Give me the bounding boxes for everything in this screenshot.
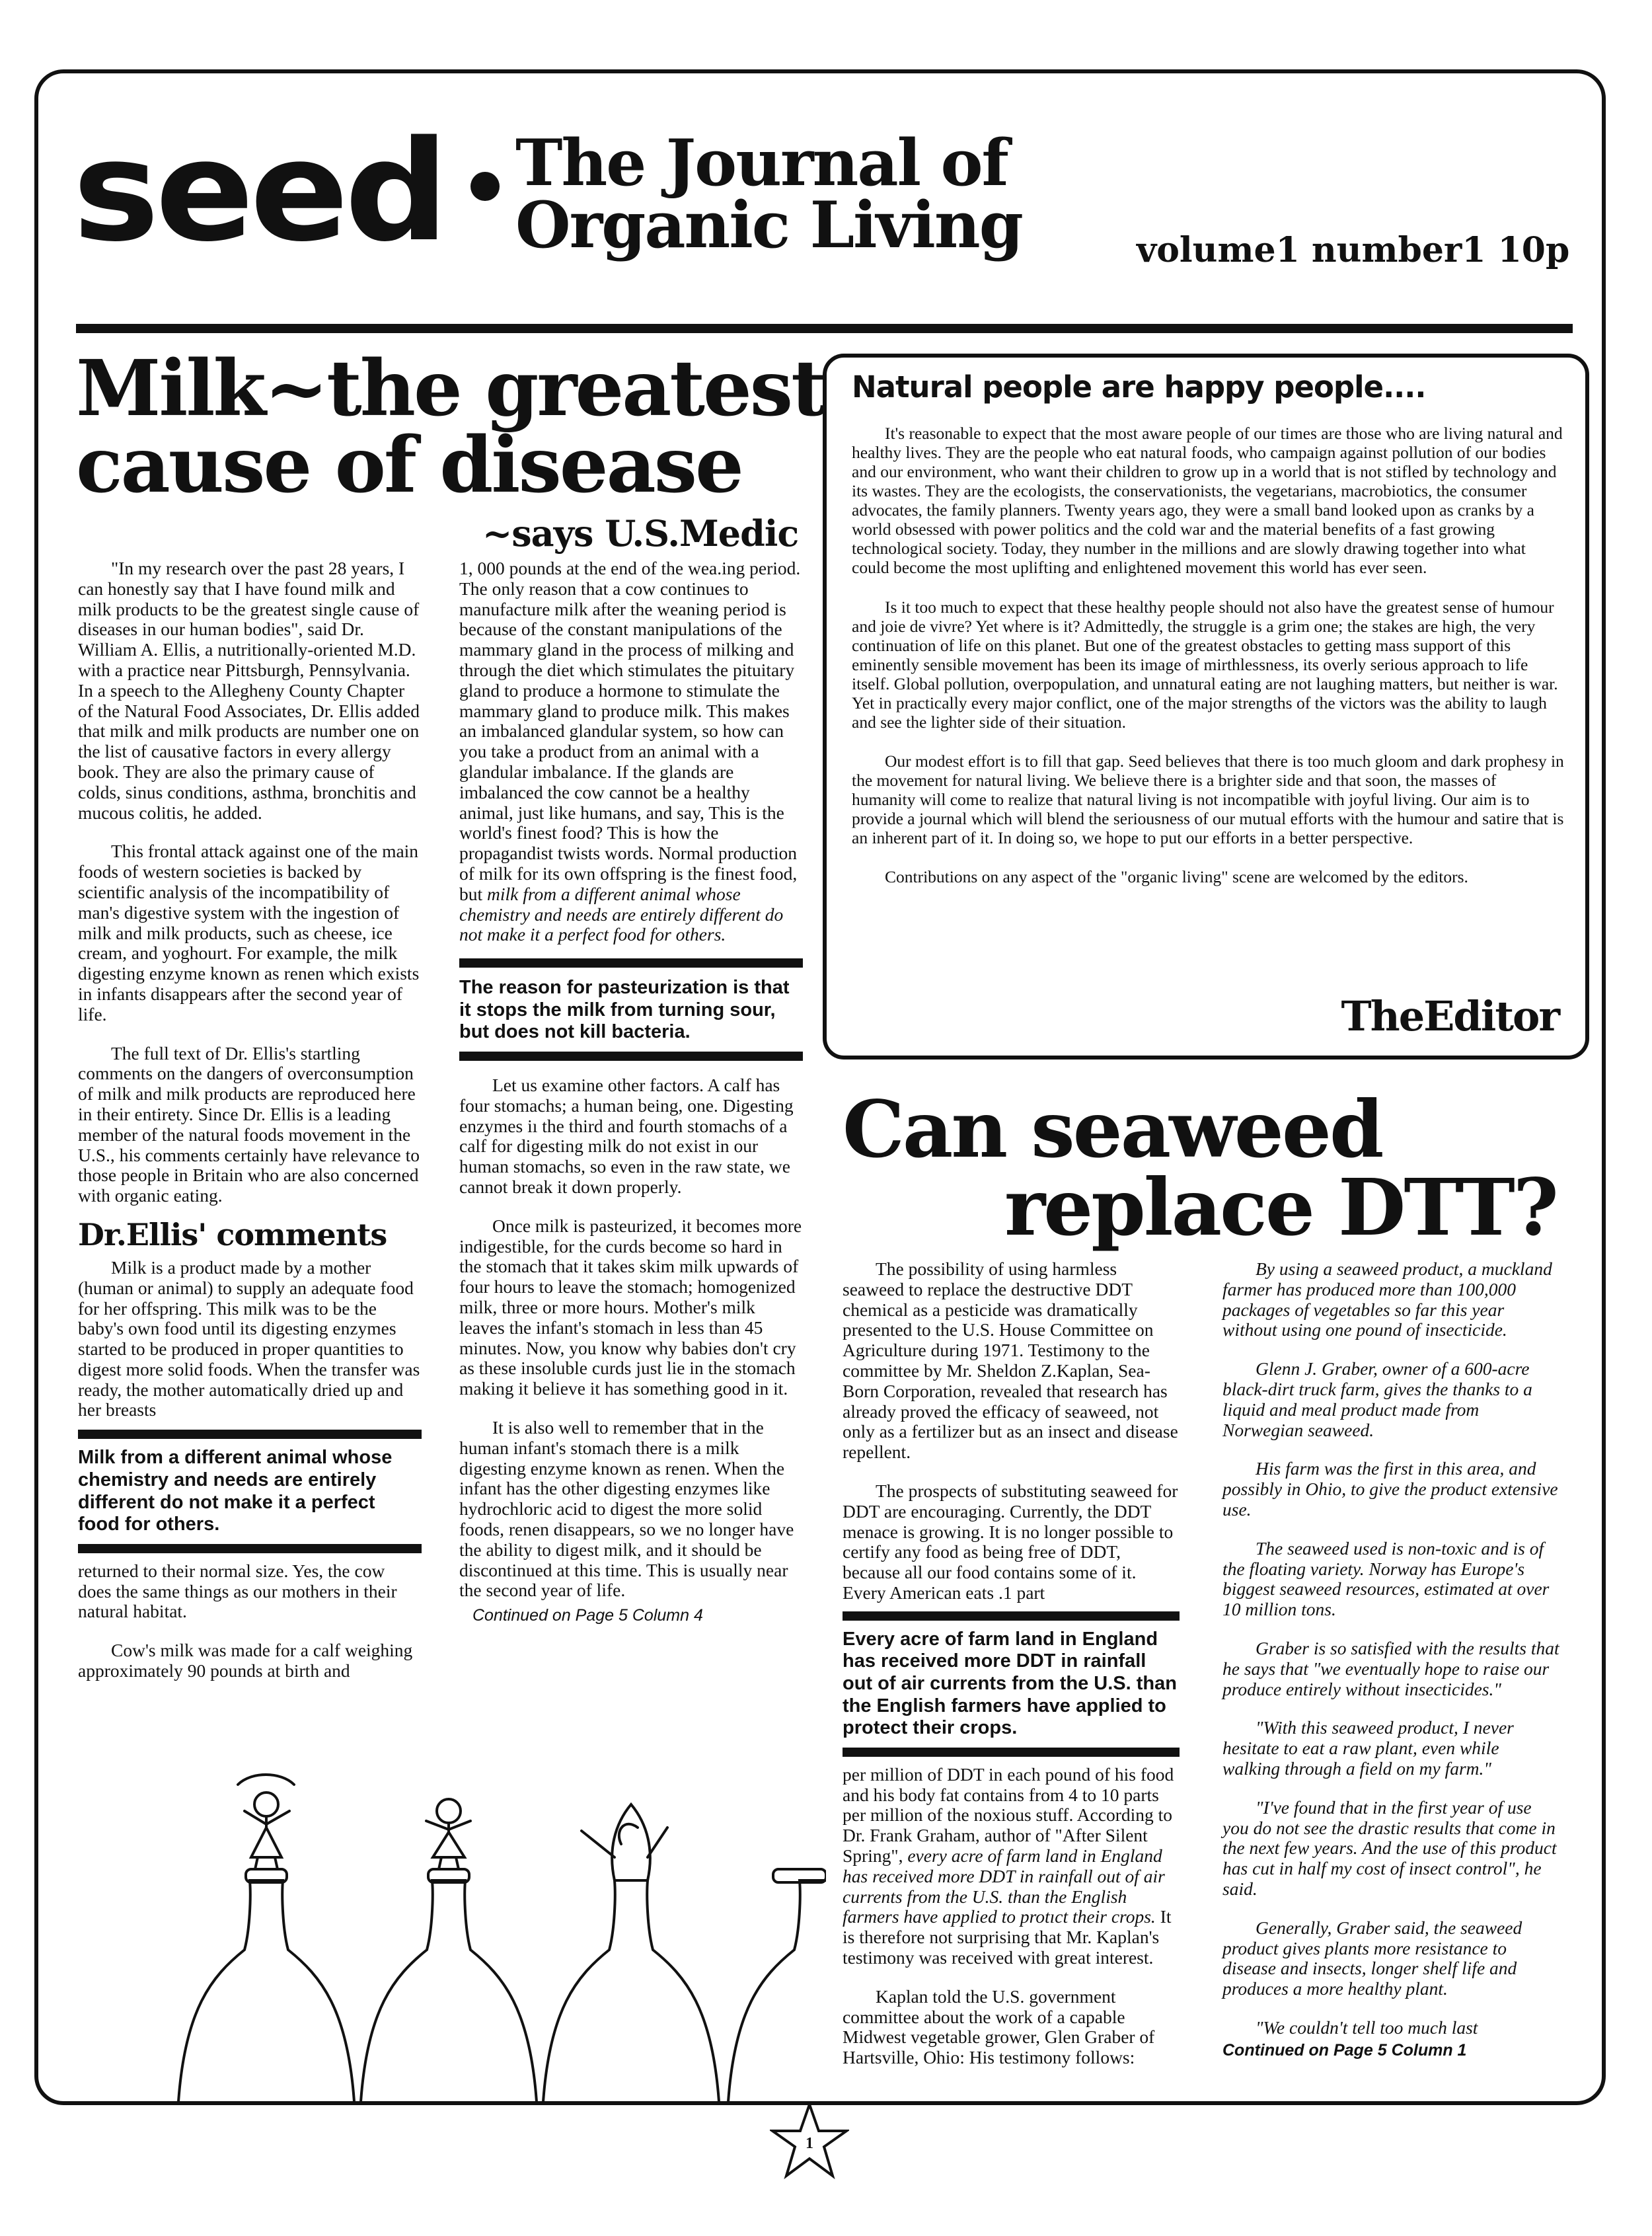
editorial-body	[852, 424, 1564, 906]
seaweed-paragraph: By using a seaweed product, a muckland farmer has produced more than 100,000 packages of vegetables so far this year without using one pound of insecticide.	[1222, 1258, 1552, 1340]
masthead-dot	[470, 172, 500, 201]
masthead-title-line2: Organic Living	[515, 188, 1022, 263]
seaweed-paragraph: The possibility of using harmless seaweed to replace the destructive DDT chemical as a pesticide was dramatically presented to the U.S. House Committee on Agriculture during 1971. Testimony to the committee by Mr. Sheldon Z.Kaplan, Sea-Born Corporation, revealed that research has already proved the efficacy of seaweed, not only as a fertilizer but as an insect and disease repellent.	[843, 1258, 1178, 1463]
seaweed-paragraph: It is therefore not surprising that Mr. Kaplan's testimony was received with great interest.	[843, 1906, 1172, 1968]
masthead-title	[515, 126, 1022, 263]
milk-column-2	[459, 559, 803, 1625]
milk-column-1	[78, 559, 422, 1700]
seaweed-paragraph: Generally, Graber said, the seaweed product gives plants more resistance to disease and insects, longer shelf life and produces a more healthy plant.	[1222, 1917, 1522, 1999]
editor-signature: TheEditor	[1341, 992, 1559, 1040]
pull-quote-rule	[459, 958, 803, 968]
seaweed-paragraph: Glenn J. Graber, owner of a 600-acre black-dirt truck farm, gives the thanks to a liquid and meal product made from Norwegian seaweed.	[1222, 1358, 1532, 1440]
seaweed-paragraph: "We couldn't tell too much last	[1256, 2017, 1478, 2038]
issue-info: volume1 number1 10p	[1137, 230, 1570, 270]
figure-head	[437, 1799, 461, 1823]
pull-quote-rule	[78, 1544, 422, 1553]
seaweed-paragraph: "I've found that in the first year of use you do not see the drastic results that come in the next few years. And the use of this product has cut in half my cost of insect control", he said.	[1222, 1796, 1557, 1899]
pull-quote-rule	[843, 1748, 1180, 1757]
page-number: 1	[806, 2135, 813, 2152]
milk-paragraph: The full text of Dr. Ellis's startling comments on the dangers of overconsumption of milk and milk products are reproduced here in their entirety. Since Dr. Ellis is a leading member of the natural foods movement in the U.S., his comments certainly have relevance to those people in Britain who are also concerned with organic eating.	[78, 1042, 420, 1206]
milk-paragraph: "In my research over the past 28 years, I can honestly say that I have found milk and milk products to be the greatest single cause of diseases in our human bodies", said Dr. William A. Ellis, a nutritionally-oriented M.D. with a practice near Pittsburgh, Pennsylvania. In a speech to the Allegheny County Chapter of the Natural Food Associates, Dr. Ellis added that milk and milk products are number one on the list of causative factors in every allergy book. They are also the primary cause of colds, sinus conditions, asthma, bronchitis and mucous colitis, he added.	[78, 558, 420, 823]
milk-paragraph: Cow's milk was made for a calf weighing approximately 90 pounds at birth and	[78, 1640, 413, 1681]
milk-subhead: Dr.Ellis' comments	[78, 1216, 387, 1253]
milk-paragraph: returned to their normal size. Yes, the cow does the same things as our mothers in their natural habitat.	[78, 1560, 397, 1622]
editorial-paragraph: It's reasonable to expect that the most aware people of our times are those who are living natural and healthy lives. They are the people who eat natural foods, who campaign against pollution of our bodies and our environment, who want their children to grow up in a world that is not stifled by technology and its wastes. They are the ecologists, the conservationists, the vegetarians, macrobiotics, the consumer advocates, the family planners. Twenty years ago, they were a small band looked upon as cranks by a world obsessed with power politics and the cold war and the material benefits of a fast growing technological society. Today, they number in the millions and are slowly drawing together into what could become the most uplifting and enlightened movement this world has ever seen.	[852, 424, 1563, 578]
seaweed-headline-line2: replace DTT?	[1004, 1161, 1557, 1253]
milk-paragraph: Once milk is pasteurized, it becomes more indigestible, for the curds become so hard in the stomach that it takes skim milk upwards of four hours to leave the stomach; homogenized milk, three or more hours. Mother's milk leaves the infant's stomach in less than 45 minutes. Now, you know why babies don't cry as these insoluble curds just lie in the stomach making it believe it has something good in it.	[459, 1215, 802, 1399]
editorial-box	[823, 354, 1589, 1060]
seaweed-headline-line1: Can seaweed	[843, 1083, 1382, 1175]
pull-quote-rule	[843, 1611, 1180, 1621]
milk-paragraph: This frontal attack against one of the main foods of western societies is backed by scientific analysis of the incompatibility of man's digestive system with the ingestion of milk and milk products, such as cheese, ice cream, and yoghourt. For example, the milk digesting enzyme known as renen which exists in infants disappears after the second year of life.	[78, 841, 420, 1024]
milk-bottle-1	[178, 1880, 354, 2102]
milk-bottle-3	[543, 1880, 719, 2102]
seaweed-paragraph: per million of DDT in each pound of his food and his body fat contains from 4 to 10 parts per million of the noxious stuff. According to Dr. Frank Graham, author of "After Silent Spring",	[843, 1763, 1174, 1867]
milk-paragraph: Milk is a product made by a mother (human or animal) to supply an adequate food for her offspring. This milk was to be the baby's own food until its digesting enzymes started to be produced in proper quantities to digest more solid foods. When the transfer was ready, the mother automatically dried up and her breasts	[78, 1256, 420, 1420]
seaweed-paragraph-italic: every acre of farm land in England has received more DDT in rainfall out of air currents from the U.S. than the English farmers have applied to protıct their crops.	[843, 1845, 1165, 1927]
masthead-logo: seed	[73, 110, 445, 272]
dancing-figure	[426, 1821, 470, 1869]
milk-paragraph: It is also well to remember that in the human infant's stomach there is a milk digesting enzyme known as renen. When the infant has the other digesting enzymes like hydrochloric acid to digest the more solid foods, renen disappears, so we no longer have the ability to digest milk, and it should be discontinued at this time. This is usually near the second year of life.	[459, 1416, 794, 1601]
splashing-figure	[582, 1804, 667, 1880]
milk-headline	[76, 344, 825, 510]
seaweed-column-2	[1222, 1259, 1559, 2060]
dancing-figure	[238, 1775, 294, 1869]
milk-bottles-illustration	[159, 1758, 826, 2102]
seaweed-pull-quote: Every acre of farm land in England has received more DDT in rainfall out of air currents from the U.S. than the English farmers have applied to protect their crops.	[843, 1628, 1177, 1739]
pull-quote-rule	[459, 1052, 803, 1061]
editorial-paragraph: Contributions on any aspect of the "organic living" scene are welcomed by the editors.	[885, 867, 1468, 887]
masthead-rule	[76, 324, 1573, 333]
seaweed-paragraph: Kaplan told the U.S. government committee about the work of a capable Midwest vegetable grower, Glen Graber of Hartsville, Ohio: His testimony follows:	[843, 1985, 1155, 2068]
seaweed-continued: Continued on Page 5 Column 1	[1222, 2040, 1467, 2060]
milk-bottle-2	[361, 1880, 537, 2102]
milk-paragraph: Let us examine other factors. A calf has four stomachs; a human being, one. Digesting enzymes iı the third and fourth stomachs of a calf for digesting milk do not exist in our human stomachs, so even in the raw state, we cannot break it down properly.	[459, 1075, 794, 1197]
milk-byline: ~says U.S.Medic	[482, 512, 799, 555]
milk-paragraph-italic: milk from a different animal whose chemistry and needs are entirely different do not make it a perfect food for others.	[459, 883, 784, 945]
milk-pull-quote-1: Milk from a different animal whose chemistry and needs are entirely different do not make it a perfect food for others.	[78, 1447, 393, 1535]
milk-bottle-4	[728, 1880, 826, 2102]
editorial-title: Natural people are happy people....	[852, 369, 1426, 405]
editorial-paragraph: Is it too much to expect that these healthy people should not also have the greatest sense of humour and joie de vivre? Yet where is it? Admittedly, the struggle is a grim one; the stakes are high, the very continuation of life on this planet. But one of the greatest obstacles to getting mass support of this eminently sensible movement has been its image of mirthlessness, its overly serious approach to life itself. Global pollution, overpopulation, and unnatural eating are not laughing matters, but neither is war. Yet in practically every major conflict, one of the major strengths of the victors was the ability to laugh and see the lighter side of their situation.	[852, 597, 1558, 732]
milk-continued: Continued on Page 5 Column 4	[472, 1606, 703, 1625]
milk-paragraph: 1, 000 pounds at the end of the wea.ing period. The only reason that a cow continues to manufacture milk after the weaning period is because of the constant manipulations of the mammary gland in the process of milking and through the diet which stimulates the pituitary gland to produce a hormone to stimulate the mammary gland to produce milk. This makes an imbalanced glandular system, so how can you take a product from an animal with a glandular imbalance. If the glands are imbalanced the cow cannot be a healthy animal, just like humans, and say, This is the world's finest food? This is how the propagandist twists words. Normal production of milk for its own offspring is the finest food, but	[459, 558, 801, 904]
pull-quote-rule	[78, 1430, 422, 1439]
milk-headline-line2: cause of disease	[76, 420, 742, 510]
milk-pull-quote-2: The reason for pasteurization is that it stops the milk from turning sour, but does not kill bacteria.	[459, 977, 790, 1043]
seaweed-paragraph: The seaweed used is non-toxic and is of the floating variety. Norway has Europe's biggest seaweed resources, estimated at over 10 million tons.	[1222, 1537, 1550, 1620]
milk-headline-line1: Milk~the greatest	[76, 344, 825, 434]
seaweed-paragraph: Graber is so satisfied with the results that he says that "we eventually hope to raise our produce entirely without insecticides."	[1222, 1637, 1559, 1699]
figure-head	[254, 1793, 278, 1816]
seaweed-paragraph: His farm was the first in this area, and possibly in Ohio, to give the product extensive use.	[1222, 1458, 1558, 1520]
seaweed-column-1	[843, 1259, 1180, 2087]
masthead-title-line1: The Journal of	[515, 126, 1008, 200]
seaweed-paragraph: "With this seaweed product, I never hesitate to eat a raw plant, even while walking through a field on my farm."	[1222, 1717, 1514, 1779]
seaweed-paragraph: The prospects of substituting seaweed for DDT are encouraging. Currently, the DDT menace is growing. It is no longer possible to certify any food as being free of DDT, because all our food contains some of it. Every American eats .1 part	[843, 1480, 1178, 1603]
editorial-paragraph: Our modest effort is to fill that gap. Seed believes that there is too much gloom and dark prophesy in the movement for natural living. We believe there is a brighter side and that soon, the masses of humanity will come to realize that natural living is not incompatible with joyful living. Our aim is to provide a journal which will blend the seriousness of our mutual efforts with the humour and satire that is an inherent part of it. In doing so, we hope to put our efforts in a better perspective.	[852, 751, 1564, 848]
